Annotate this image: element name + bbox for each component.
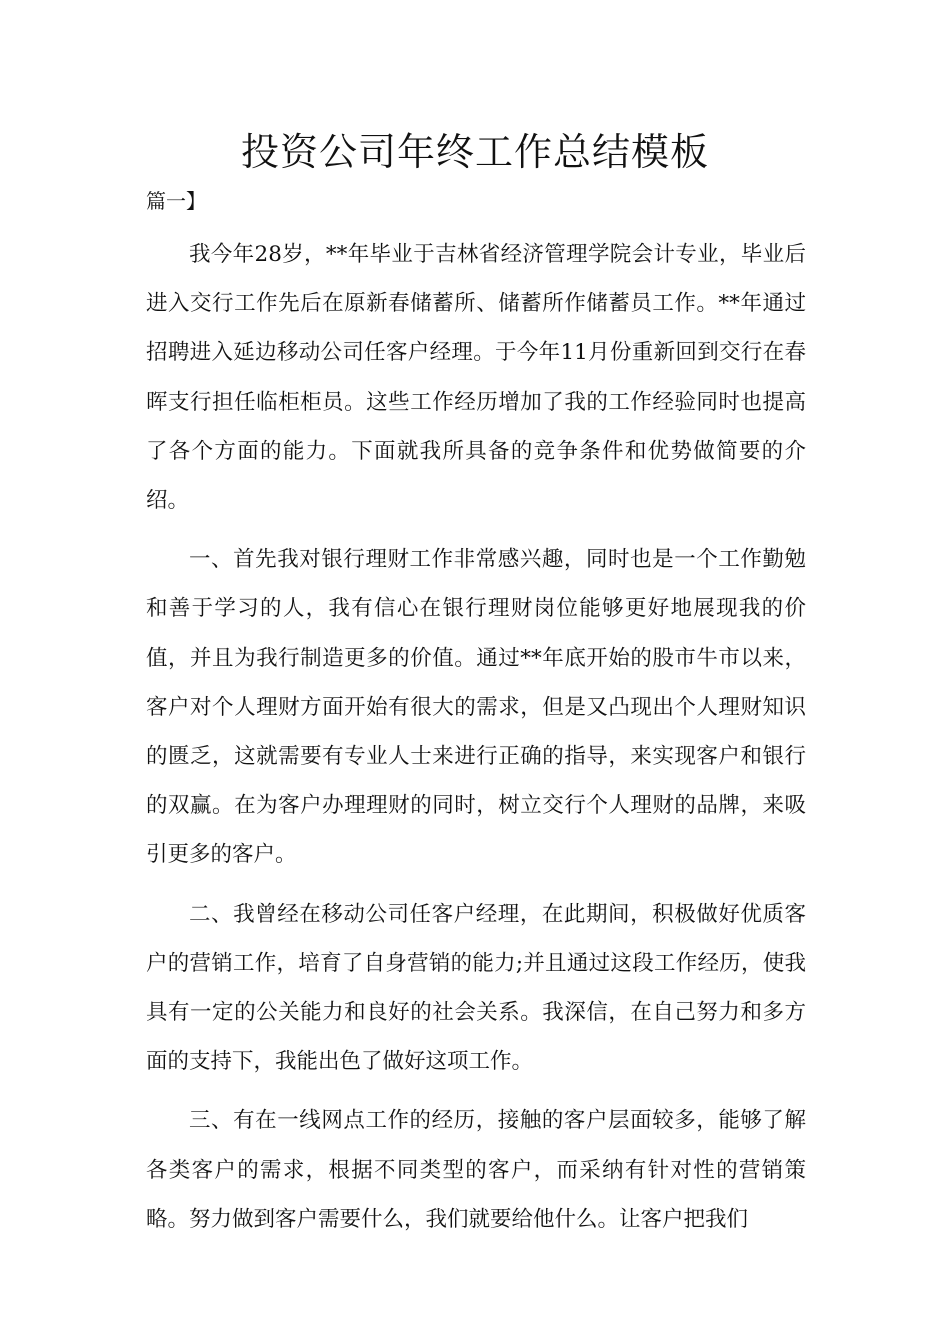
paragraph-point-three: 三、有在一线网点工作的经历，接触的客户层面较多，能够了解各类客户的需求，根据不同类型的客户，而采纳有针对性的营销策略。努力做到客户需要什么，我们就要给他什么。让客户把我们 [146, 1108, 806, 1232]
document-title: 投资公司年终工作总结模板 [240, 130, 709, 174]
paragraph-point-one: 一、首先我对银行理财工作非常感兴趣，同时也是一个工作勤勉和善于学习的人，我有信心在银行理财岗位能够更好地展现我的价值，并且为我行制造更多的价值。通过**年底开始的股市牛市以来，客户对个人理财方面开始有很大的需求，但是又凸现出个人理财知识的匮乏，这就需要有专业人士来进行正确的指导，来实现客户和银行的双赢。在为客户办理理财的同时，树立交行个人理财的品牌，来吸引更多的客户。 [146, 547, 806, 868]
paragraph-point-two: 二、我曾经在移动公司任客户经理，在此期间，积极做好优质客户的营销工作，培育了自身营销的能力;并且通过这段工作经历，使我具有一定的公关能力和良好的社会关系。我深信，在自己努力和多方面的支持下，我能出色了做好这项工作。 [146, 901, 806, 1075]
paragraph-intro: 我今年28岁，**年毕业于吉林省经济管理学院会计专业，毕业后进入交行工作先后在原新春储蓄所、储蓄所作储蓄员工作。**年通过招聘进入延边移动公司任客户经理。于今年11月份重新回到交行在春晖支行担任临柜柜员。这些工作经历增加了我的工作经验同时也提高了各个方面的能力。下面就我所具备的竞争条件和优势做简要的介绍。 [146, 242, 806, 514]
document-body [146, 230, 806, 1254]
section-label: 篇一】 [146, 189, 206, 213]
